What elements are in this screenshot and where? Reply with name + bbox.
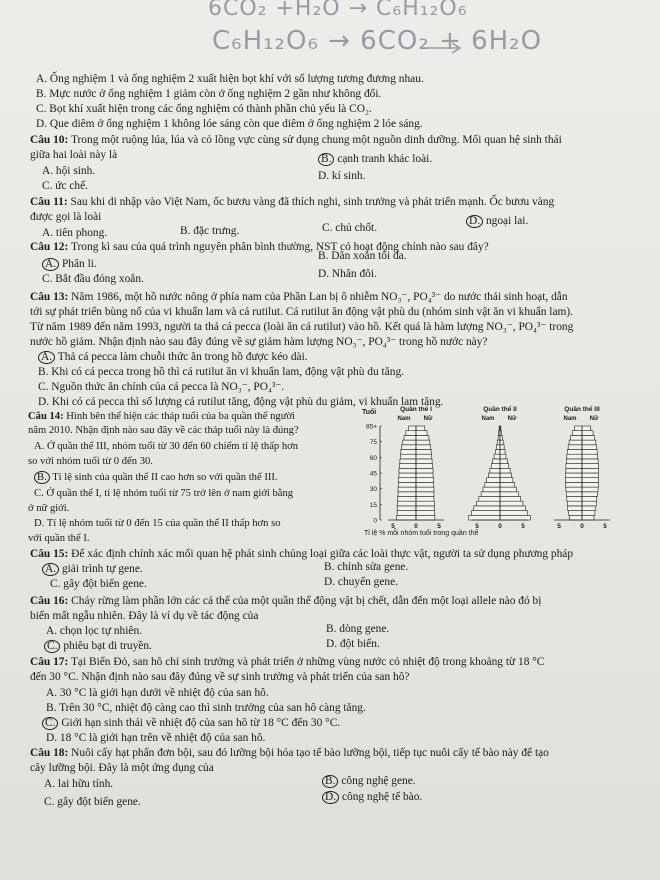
q15-option-a-circle: A. [42, 563, 59, 576]
q12-option-a [42, 257, 97, 271]
male-bar [481, 492, 500, 497]
q14-option-a-line2: so với nhóm tuổi từ 0 đến 30. [28, 456, 153, 467]
female-bar [582, 440, 596, 445]
q10-option-b-circle: B. [318, 153, 334, 166]
male-bar [398, 497, 416, 502]
y-tick-label: 30 [369, 486, 377, 494]
q16-option-a: A. chọn lọc tự nhiên. [46, 625, 143, 637]
female-bar [416, 506, 434, 511]
male-bar [567, 497, 582, 502]
female-bar [416, 450, 431, 455]
female-bar [500, 464, 509, 469]
female-bar [582, 468, 599, 473]
q12-option-d: D. Nhân đôi. [318, 268, 377, 280]
handwritten-equation-2: C₆H₁₂O₆ → 6CO₂ + 6H₂O [212, 26, 543, 56]
q11-label: Câu 11: [30, 196, 68, 208]
male-bar [565, 482, 582, 487]
q17-stem: Tại Biển Đỏ, san hô chỉ sinh trưởng và phát triển ở những vùng nước có nhiệt độ trong khoảng từ 18 °C [70, 656, 545, 668]
q18-option-d-text: công nghệ tế bào. [341, 791, 423, 803]
q16-option-b: B. dòng gene. [326, 623, 390, 635]
male-bar [494, 454, 500, 459]
male-bar [406, 431, 416, 436]
q13-option-c: C. Nguồn thức ăn chính của cá pecca là NO₃⁻, PO₄³⁻. [38, 381, 285, 393]
q13-option-a [38, 350, 308, 364]
male-bar [399, 464, 416, 469]
male-bar [575, 426, 582, 431]
male-bar [493, 459, 500, 464]
q14-option-a-line1: A. Ở quần thể III, nhóm tuổi từ 30 đến 60 chiếm tỉ lệ thấp hơn [34, 441, 299, 452]
y-tick-label: 45 [369, 470, 377, 478]
male-bar [398, 501, 416, 506]
male-bar [399, 473, 416, 478]
male-bar [568, 506, 582, 511]
female-bar [416, 501, 434, 506]
q11-option-b: B. đặc trưng. [180, 225, 240, 237]
chart-x-axis-label: Tỉ lệ % mỗi nhóm tuổi trong quần thể [364, 530, 479, 537]
female-bar [500, 515, 530, 520]
q13-option-a-circle: A. [38, 351, 55, 364]
male-bar [565, 478, 582, 483]
male-bar [399, 478, 416, 483]
male-bar [570, 515, 582, 520]
x-tick-label: 0 [498, 523, 502, 530]
female-bar [416, 426, 425, 431]
q16-option-d: D. đột biến. [326, 638, 380, 650]
female-bar [582, 459, 598, 464]
q15-option-c: C. gây đột biến gene. [50, 578, 147, 590]
q15-option-b: B. chỉnh sửa gene. [324, 561, 409, 573]
female-bar [500, 501, 523, 506]
male-bar [567, 454, 582, 459]
male-bar [397, 506, 416, 511]
q10-option-b-text: cạnh tranh khác loài. [337, 153, 433, 165]
y-axis-title: Tuổi [362, 409, 377, 416]
male-bar [485, 482, 500, 487]
q18-option-d-circle: D. [322, 791, 339, 804]
panel-title: Quần thể III [564, 406, 600, 413]
q17-label: Câu 17: [30, 656, 69, 668]
panel-title: Quần thể I [400, 406, 432, 413]
q12-option-a-text: Phân li. [61, 258, 97, 270]
female-bar [500, 454, 506, 459]
x-tick-label: 5 [437, 523, 441, 530]
female-bar [416, 468, 433, 473]
panel-male-label: Nam [397, 416, 411, 422]
x-tick-label: 5 [557, 523, 561, 530]
x-tick-label: 5 [521, 523, 525, 530]
male-bar [567, 450, 582, 455]
q18-label: Câu 18: [30, 747, 69, 759]
q15-label: Câu 15: [30, 548, 69, 560]
female-bar [582, 501, 596, 506]
q9-option-b: B. Mực nước ở ống nghiệm 1 giảm còn ở ống nghiệm 2 gần như không đổi. [36, 88, 382, 100]
q14-label: Câu 14: [28, 411, 64, 422]
female-bar [416, 464, 433, 469]
q11-option-c: C. chủ chốt. [322, 222, 378, 234]
female-bar [582, 482, 599, 487]
q10-stem-line2: giữa hai loài này là [30, 149, 118, 161]
female-bar [500, 450, 505, 455]
female-bar [500, 511, 528, 516]
q12-option-b: B. Dãn xoắn tối đa. [318, 250, 407, 262]
female-bar [500, 435, 502, 440]
panel-female-label: Nữ [507, 416, 517, 422]
female-bar [416, 497, 434, 502]
q13-stem-line4: nước hồ giảm. Nhận định nào sau đây đúng về sự giảm hàm lượng NO₃⁻, PO₄³⁻ trong hồ nước này? [30, 336, 488, 348]
female-bar [582, 487, 598, 492]
q10-option-a: A. hội sinh. [42, 165, 96, 177]
q13-stem-line3: Từ năm 1989 đến năm 1993, người ta thả cá pecca (loài ăn cá rutilut) vào hồ. Kết quả là hàm lượng NO₃⁻, PO₄³⁻ trong [30, 321, 574, 333]
x-tick-label: 0 [414, 523, 418, 530]
q10-option-d: D. kí sinh. [318, 170, 366, 182]
q12-option-a-circle: A. [42, 258, 59, 271]
q18-stem-line1 [30, 746, 549, 760]
male-bar [489, 473, 501, 478]
female-bar [416, 492, 434, 497]
q17-option-a: A. 30 °C là giới hạn dưới về nhiệt độ của san hô. [46, 687, 269, 699]
female-bar [500, 497, 521, 502]
male-bar [495, 450, 500, 455]
male-bar [567, 501, 582, 506]
male-bar [409, 426, 416, 431]
female-bar [416, 515, 435, 520]
female-bar [582, 478, 599, 483]
female-bar [416, 454, 432, 459]
male-bar [490, 468, 500, 473]
q14-stem-line1 [28, 410, 295, 424]
age-pyramid-chart [360, 398, 620, 530]
q11-stem-line1 [30, 195, 554, 209]
male-bar [569, 511, 582, 516]
male-bar [404, 435, 416, 440]
female-bar [416, 445, 431, 450]
q13-stem-line1 [30, 290, 568, 304]
q10-label: Câu 10: [30, 134, 69, 146]
q17-option-d: D. 18 °C là giới hạn trên về nhiệt độ của san hô. [46, 732, 266, 744]
male-bar [565, 473, 582, 478]
q15-stem: Để xác định chính xác mối quan hệ phát sinh chủng loại giữa các loài thực vật, người ta sử dụng phương pháp [71, 548, 574, 560]
q11-stem-line2: được gọi là loài [30, 211, 102, 223]
male-bar [400, 459, 416, 464]
male-bar [496, 445, 500, 450]
female-bar [416, 435, 429, 440]
q17-stem-line2: đến 30 °C. Nhận định nào sau đây đúng về sự sinh trưởng và phát triển của san hô? [30, 671, 410, 683]
q16-stem: Cháy rừng làm phần lớn các cá thể của một quần thể động vật bị chết, dẫn đến một loại allele nào đó bị [71, 595, 542, 607]
q14-stem-line2: năm 2010. Nhận định nào sau đây về các tháp tuổi này là đúng? [28, 425, 299, 436]
q18-stem-line2: cây lưỡng bội. Đây là một ứng dụng của [30, 762, 214, 774]
q12-label: Câu 12: [30, 241, 69, 253]
male-bar [566, 492, 582, 497]
female-bar [582, 506, 596, 511]
q11-option-a: A. tiên phong. [42, 227, 108, 239]
male-bar [398, 487, 416, 492]
q14-option-d-line2: với quần thể I. [28, 533, 90, 544]
male-bar [402, 445, 416, 450]
q17-option-c-text: Giới hạn sinh thái về nhiệt độ của san hô từ 18 °C đến 30 °C. [61, 717, 341, 729]
q13-option-d: D. Khi có cá pecca thì số lượng cá rutilut tăng, động vật phù du giảm, vi khuẩn lam tăng. [38, 396, 444, 408]
q14-option-c-line2: ở nữ giới. [28, 503, 70, 514]
q16-label: Câu 16: [30, 595, 69, 607]
q14-stem: Hình bên thể hiện các tháp tuổi của ba quần thể người [66, 411, 296, 422]
q18-option-b [322, 774, 416, 788]
female-bar [416, 440, 430, 445]
male-bar [403, 440, 416, 445]
female-bar [416, 431, 427, 436]
q13-stem-line2: tới sự phát triển bùng nổ của vi khuẩn lam và cá rutilut. Cá rutilut ăn động vật phù du (nhóm sinh vật ăn vi khuẩn lam). [30, 306, 574, 318]
male-bar [399, 468, 416, 473]
q11-option-d [466, 214, 528, 228]
panel-female-label: Nữ [589, 416, 599, 422]
q14-option-b [34, 471, 278, 485]
panel-male-label: Nam [563, 416, 577, 422]
panel-title: Quần thể II [483, 406, 517, 413]
y-tick-label: 60 [369, 454, 377, 462]
q18-option-c: C. gây đột biến gene. [44, 796, 141, 808]
q16-stem-line2: biến mất ngẫu nhiên. Đây là ví dụ về tác động của [30, 610, 259, 622]
female-bar [416, 478, 433, 483]
male-bar [483, 487, 500, 492]
q11-stem: Sau khi di nhập vào Việt Nam, ốc bươu vàng đã thích nghi, sinh trưởng và phát triển mạnh. Ốc bươu vàng [70, 196, 555, 208]
female-bar [416, 473, 433, 478]
female-bar [500, 492, 518, 497]
y-tick-label: 85+ [365, 423, 377, 431]
q10-stem: Trong một ruộng lúa, lúa và cỏ lồng vực cùng sử dụng chung một nguồn dinh dưỡng. Mối quan hệ sinh thái [70, 134, 562, 146]
female-bar [416, 459, 432, 464]
x-tick-label: 5 [475, 523, 479, 530]
q18-option-a: A. lai hữu tính. [44, 778, 114, 790]
q9-option-a: A. Ống nghiệm 1 và ống nghiệm 2 xuất hiện bọt khí với số lượng tương đương nhau. [36, 73, 424, 85]
q9-option-d: D. Que diêm ở ống nghiệm 1 không lóe sáng còn que diêm ở ống nghiệm 2 lóe sáng. [36, 118, 423, 130]
female-bar [500, 445, 504, 450]
male-bar [400, 454, 416, 459]
female-bar [500, 478, 513, 483]
q15-option-a-text: giải trình tự gene. [61, 563, 143, 575]
male-bar [566, 459, 582, 464]
q18-option-b-text: công nghệ gene. [341, 775, 416, 787]
y-tick-label: 75 [369, 439, 377, 447]
male-bar [571, 435, 583, 440]
q10-option-b [318, 152, 432, 166]
female-bar [582, 511, 595, 516]
female-bar [416, 482, 433, 487]
q17-option-c [42, 716, 340, 730]
q16-stem-line1 [30, 594, 541, 608]
q13-stem: Năm 1986, một hồ nước nông ở phía nam của Phần Lan bị ô nhiễm NO₃⁻, PO₄³⁻ do nước thải sinh hoạt, dẫn [71, 291, 568, 303]
female-bar [500, 473, 512, 478]
male-bar [566, 464, 582, 469]
y-tick-label: 15 [369, 501, 377, 509]
male-bar [479, 497, 500, 502]
q13-label: Câu 13: [30, 291, 69, 303]
male-bar [566, 487, 582, 492]
q16-option-c-circle: C. [44, 640, 60, 653]
female-bar [582, 473, 599, 478]
q14-option-c-line1: C. Ở quần thể I, tỉ lệ nhóm tuổi từ 75 trở lên ở nam giới bằng [34, 488, 294, 499]
male-bar [397, 511, 416, 516]
female-bar [582, 464, 599, 469]
female-bar [500, 506, 525, 511]
q13-option-a-text: Thả cá pecca làm chuỗi thức ăn trong hồ được kéo dài. [57, 351, 308, 363]
q16-option-c-text: phiêu bạt di truyền. [63, 640, 152, 652]
q11-option-d-circle: D. [466, 215, 483, 228]
male-bar [566, 468, 582, 473]
q12-stem: Trong kì sau của quá trình nguyên phân bình thường, NST có hoạt động chính nào sau đây? [70, 241, 489, 253]
male-bar [397, 515, 416, 520]
female-bar [500, 482, 515, 487]
q18-option-d [322, 790, 422, 804]
male-bar [398, 492, 416, 497]
male-bar [487, 478, 500, 483]
q15-stem-line [30, 547, 573, 561]
male-bar [401, 450, 416, 455]
handwritten-equation-1: 6CO₂ +H₂O → C₆H₁₂O₆ [208, 0, 468, 21]
q18-stem: Nuôi cấy hạt phấn đơn bội, sau đó lưỡng bội hóa tạo tế bào lưỡng bội, tiếp tục nuôi cấy tế bào này để tạo [71, 747, 549, 759]
y-tick-label: 0 [373, 517, 377, 525]
male-bar [497, 440, 500, 445]
female-bar [416, 511, 434, 516]
q17-option-b: B. Trên 30 °C, nhiệt độ càng cao thì sinh trưởng của san hô càng tăng. [46, 702, 366, 714]
x-tick-label: 0 [580, 523, 584, 530]
q17-option-c-circle: C. [42, 717, 58, 730]
q12-option-c: C. Bắt đầu đóng xoắn. [42, 273, 144, 285]
male-bar [399, 482, 416, 487]
female-bar [582, 431, 593, 436]
female-bar [500, 468, 510, 473]
male-bar [491, 464, 500, 469]
q15-option-a [42, 562, 143, 576]
male-bar [469, 515, 500, 520]
female-bar [416, 487, 434, 492]
q18-option-b-circle: B. [322, 775, 338, 788]
female-bar [582, 454, 598, 459]
female-bar [500, 459, 507, 464]
q14-option-d-line1: D. Tỉ lệ nhóm tuổi từ 0 đến 15 của quần thể II thấp hơn so [34, 518, 281, 529]
q14-option-b-text: Tỉ lệ sinh của quần thể II cao hơn so với quần thể III. [52, 472, 278, 483]
q11-option-d-text: ngoại lai. [485, 215, 529, 227]
female-bar [582, 492, 598, 497]
female-bar [500, 440, 503, 445]
q10-stem-line1 [30, 133, 562, 147]
female-bar [582, 515, 594, 520]
male-bar [474, 506, 500, 511]
q13-option-b: B. Khi có cá pecca trong hồ thì cá rutilut ăn vi khuẩn lam, động vật phù du tăng. [38, 366, 404, 378]
x-tick-label: 5 [603, 523, 607, 530]
q17-stem-line1 [30, 655, 544, 669]
female-bar [582, 445, 597, 450]
q14-option-b-circle: B. [34, 471, 50, 484]
male-bar [568, 445, 582, 450]
female-bar [582, 450, 597, 455]
q12-stem-line [30, 240, 489, 254]
female-bar [582, 426, 591, 431]
q10-option-c: C. ức chế. [42, 180, 89, 192]
male-bar [572, 431, 582, 436]
panel-female-label: Nữ [423, 416, 433, 422]
male-bar [471, 511, 500, 516]
q9-option-c: C. Bọt khí xuất hiện trong các ống nghiệm có thành phần chủ yếu là CO₂. [36, 103, 372, 115]
male-bar [569, 440, 582, 445]
q16-option-c [44, 639, 152, 653]
female-bar [582, 497, 597, 502]
female-bar [582, 435, 594, 440]
female-bar [500, 487, 517, 492]
q15-option-d: D. chuyển gene. [324, 576, 399, 588]
male-bar [477, 501, 500, 506]
panel-male-label: Nam [481, 416, 495, 422]
x-tick-label: 5 [391, 523, 395, 530]
